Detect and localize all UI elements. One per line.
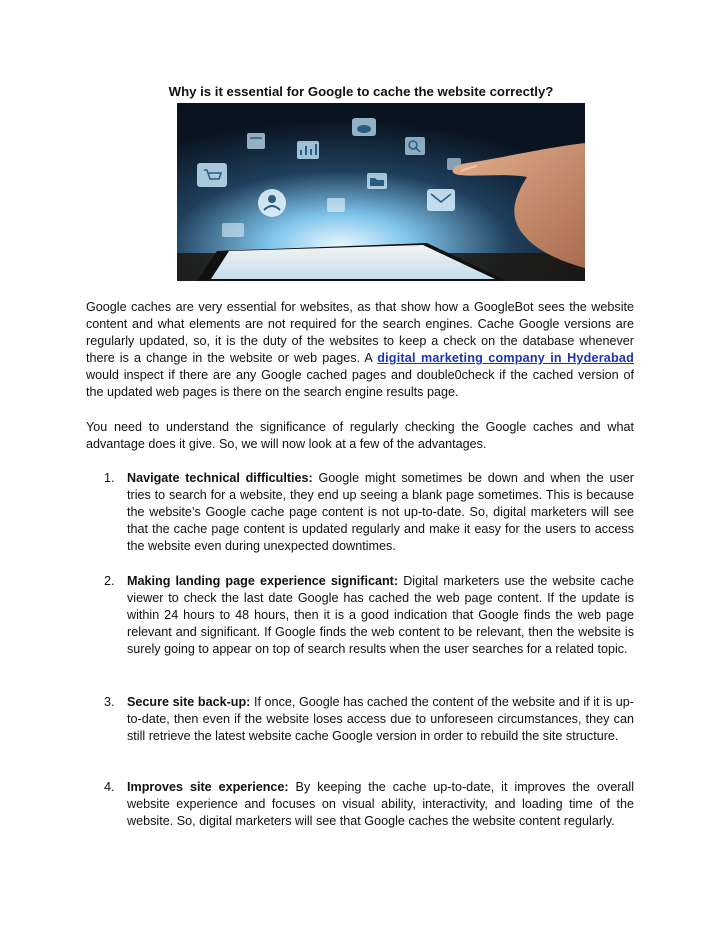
list-item-number: 2. (104, 574, 115, 588)
intro-text-before-link: Google caches are very essential for websites, as that show how a GoogleBot sees the website content and what elements are not required for the search engines. Cache Google versions are regularly updated, so, it is the duty of the websites to keep a check on the database whenever there is a change in the website or web pages. A (86, 300, 634, 365)
list-item-text (127, 573, 634, 658)
search-icon (405, 137, 425, 155)
intro-text-after-link: would inspect if there are any Google cached pages and double0check if the cached version of the updated web pages is there on the search engine results page. (86, 368, 634, 399)
list-item-text (127, 694, 634, 745)
list-item-lead: Making landing page experience significant: (127, 574, 399, 588)
list-item-body: Digital marketers use the website cache viewer to check the last date Google has cached the web page content. If the update is within 24 hours to 48 hours, then it is a good indication that Google finds the web page relevant and significant. If Google finds the web content to be relevant, then the website is surely going to appear on top of search results when the user searches for a related topic. (127, 574, 634, 656)
shopping-cart-icon (197, 163, 227, 187)
calendar-icon (247, 133, 265, 149)
cloud-icon (352, 118, 376, 136)
folder-icon (367, 173, 387, 189)
list-item-body: Google might sometimes be down and when the user tries to search for a website, they end up seeing a blank page sometimes. This is because the website’s Google cache page content is not up-to-date. So, digital marketers will see that the cache page content is updated regularly and make it easy for the users to access the website even during unexpected downtimes. (127, 471, 634, 553)
list-item-number: 4. (104, 780, 115, 794)
list-item-text (127, 779, 634, 830)
advantages-intro-paragraph: You need to understand the significance of regularly checking the Google caches and what advantage does it give. So, we will now look at a few of the advantages. (86, 420, 634, 451)
list-item-body: By keeping the cache up-to-date, it improves the overall website experience and focuses on visual ability, interactivity, and loading time of the website. So, digital marketers will see that Google caches the website content regularly. (127, 780, 634, 828)
digital-marketing-company-link[interactable]: digital marketing company in Hyderabad (377, 351, 635, 365)
list-item-number: 1. (104, 471, 115, 485)
list-item-lead: Improves site experience: (127, 780, 289, 794)
hero-image (177, 103, 585, 281)
list-item-text (127, 470, 634, 555)
list-item-number: 3. (104, 695, 115, 709)
list-item-lead: Navigate technical difficulties: (127, 471, 313, 485)
list-item-body: If once, Google has cached the content of the website and if it is up-to-date, then even if the website loses access due to unforeseen circumstances, they can still retrieve the latest website cache Google version in order to rebuild the site structure. (127, 695, 634, 743)
list-item-lead: Secure site back-up: (127, 695, 251, 709)
intro-paragraph (86, 299, 634, 401)
email-icon (427, 189, 455, 211)
page-title: Why is it essential for Google to cache the website correctly? (168, 84, 554, 99)
hero-illustration (177, 103, 585, 281)
chart-icon (297, 141, 319, 159)
users-icon (258, 189, 286, 217)
